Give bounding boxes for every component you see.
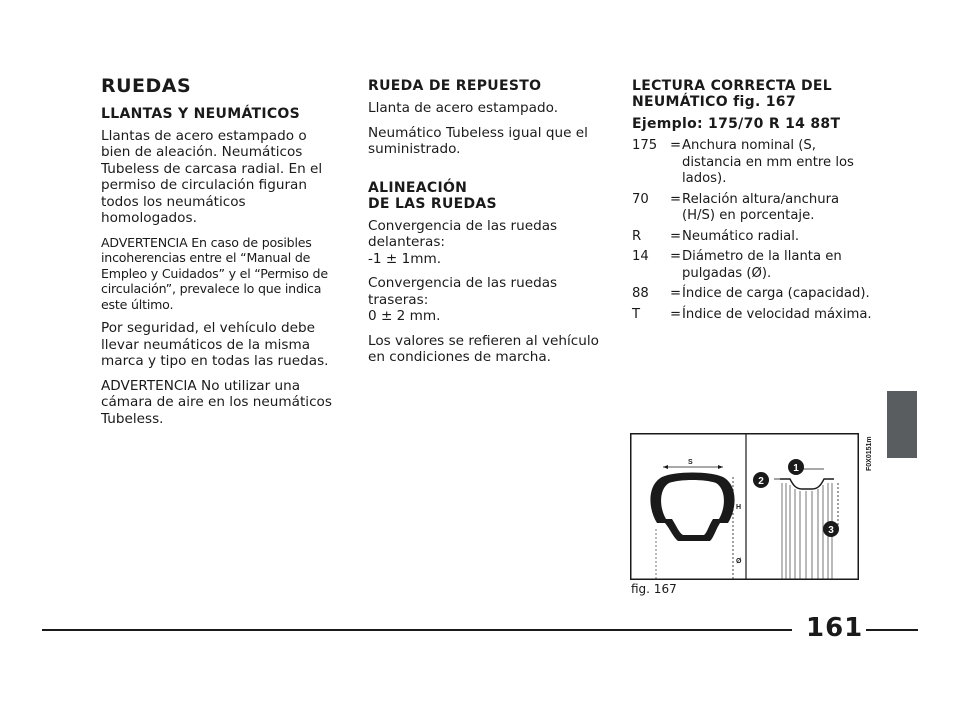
paragraph-convergencia-traseras: Convergencia de las ruedas traseras: 0 ± 2 mm.: [368, 275, 558, 324]
label-diameter: Ø: [736, 558, 742, 565]
spec-code: T: [632, 306, 641, 322]
label-s: S: [688, 459, 693, 466]
callout-1: 1: [793, 463, 799, 474]
page-number: 161: [806, 613, 864, 643]
paragraph-llanta-acero: Llanta de acero estampado.: [368, 100, 559, 116]
spec-code: 70: [632, 191, 649, 207]
figure-code: [862, 435, 874, 471]
spec-eq: =: [670, 286, 682, 301]
heading-rueda-repuesto: RUEDA DE REPUESTO: [368, 78, 542, 94]
tyre-diagram: [630, 433, 859, 580]
paragraph-llantas: Llantas de acero estampado o bien de aleación. Neumáticos Tubeless de carcasa radial. En el permiso de circulación figuran todos los neumáticos homologados.: [101, 127, 323, 226]
figure-code-text: F0X0151m: [866, 436, 873, 471]
column-lectura: [632, 78, 872, 327]
column-repuesto: [368, 78, 603, 374]
spec-eq: =: [670, 191, 682, 207]
spec-row: [632, 138, 872, 188]
section-tab: [887, 391, 917, 458]
column-ruedas: [101, 75, 333, 435]
spec-code: 175: [632, 138, 658, 153]
spec-row: [632, 192, 872, 225]
spec-row: [632, 307, 872, 324]
spec-desc: Índice de velocidad máxima.: [682, 306, 872, 322]
callout-3: 3: [828, 525, 834, 536]
footer-rule-left: [42, 629, 792, 631]
spec-desc: Neumático radial.: [682, 228, 800, 244]
spec-eq: =: [670, 306, 682, 322]
subsection-title: LLANTAS Y NEUMÁTICOS: [101, 105, 301, 122]
spec-list: [632, 138, 872, 323]
paragraph-tubeless: Neumático Tubeless igual que el suministrado.: [368, 124, 588, 157]
spec-desc: Relación altura/anchura (H/S) en porcentaje.: [682, 191, 840, 223]
spec-eq: =: [670, 138, 682, 153]
label-h: H: [736, 504, 742, 511]
spec-eq: =: [670, 228, 682, 244]
spec-desc: Anchura nominal (S, distancia en mm entre los lados).: [682, 138, 854, 186]
spec-desc: Diámetro de la llanta en pulgadas (Ø).: [682, 249, 842, 281]
spec-code: R: [632, 228, 642, 244]
spec-row: [632, 286, 872, 303]
heading-lectura: LECTURA CORRECTA DEL NEUMÁTICO fig. 167: [632, 78, 833, 110]
warning-paragraph: ADVERTENCIA En caso de posibles incoherencias entre el “Manual de Empleo y Cuidados” y el “Permiso de circulación”, prevalece lo que indica este último.: [101, 234, 328, 312]
spec-eq: =: [670, 249, 682, 264]
spec-row: [632, 249, 872, 282]
section-title: RUEDAS: [101, 75, 192, 97]
paragraph-convergencia-delanteras: Convergencia de las ruedas delanteras: -1 ± 1mm.: [368, 217, 558, 267]
paragraph-valores: Los valores se refieren al vehículo en condiciones de marcha.: [368, 332, 599, 365]
heading-alineacion: ALINEACIÓN DE LAS RUEDAS: [368, 179, 497, 212]
footer-rule-right: [866, 629, 918, 631]
callout-2: 2: [758, 476, 764, 487]
spec-code: 14: [632, 249, 649, 264]
paragraph-seguridad: Por seguridad, el vehículo debe llevar neumáticos de la misma marca y tipo en todas las ruedas.: [101, 320, 329, 369]
example-heading: Ejemplo: 175/70 R 14 88T: [632, 116, 841, 132]
spec-code: 88: [632, 286, 649, 301]
warning-camara: ADVERTENCIA No utilizar una cámara de aire en los neumáticos Tubeless.: [101, 377, 332, 427]
figure-caption: fig. 167: [631, 582, 677, 596]
spec-row: [632, 229, 872, 246]
spec-desc: Índice de carga (capacidad).: [682, 286, 870, 301]
